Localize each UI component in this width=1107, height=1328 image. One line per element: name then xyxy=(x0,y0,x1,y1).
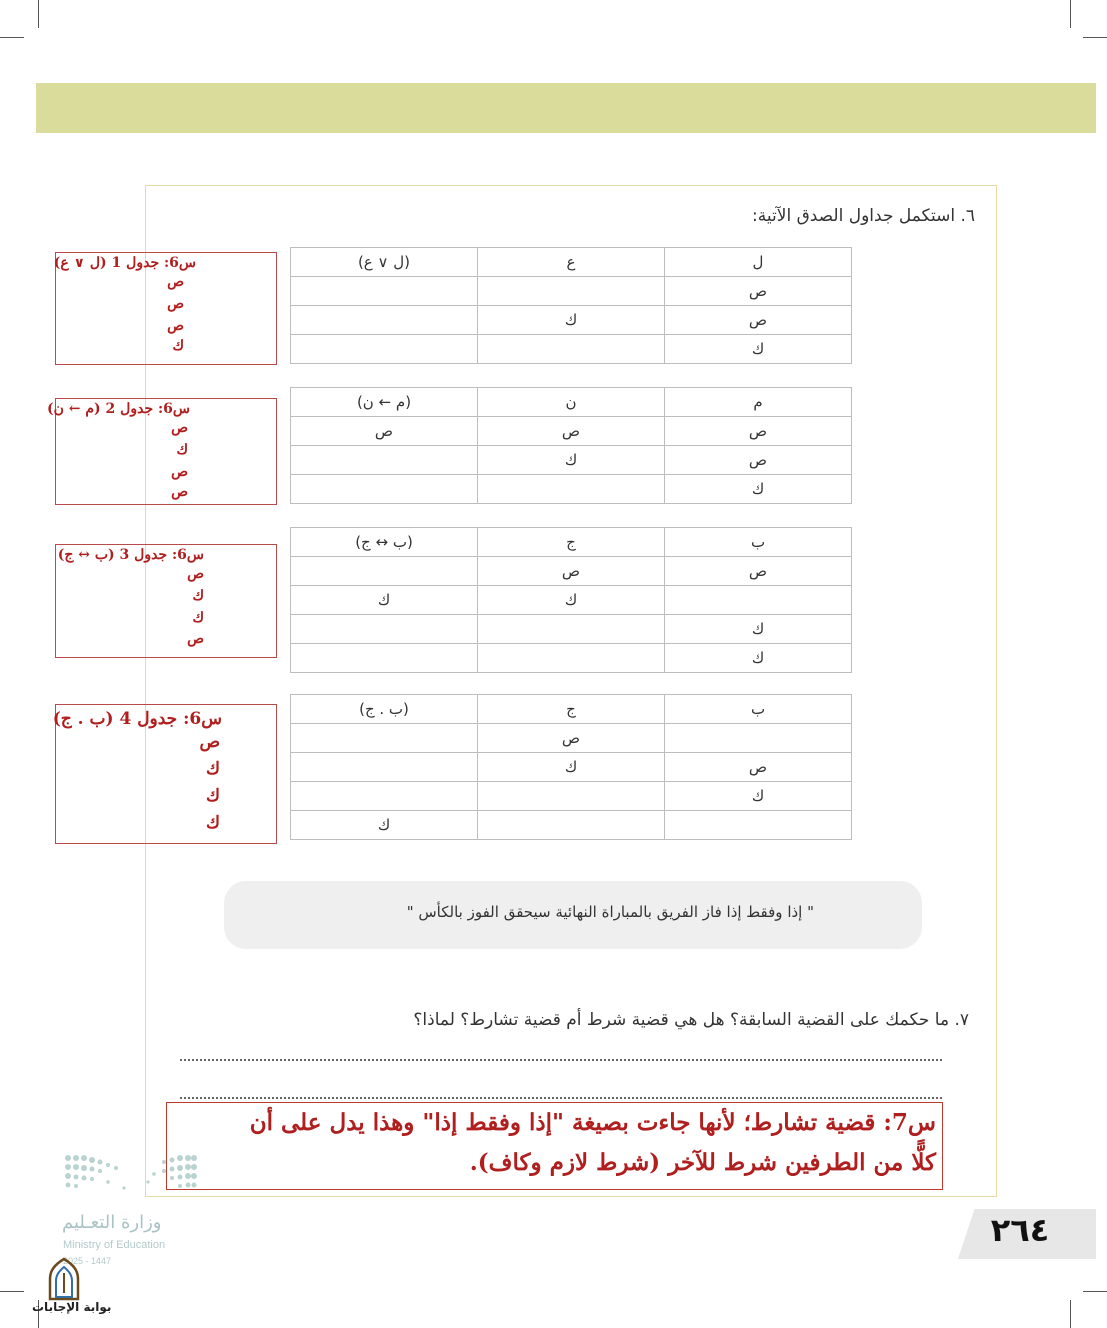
table-row xyxy=(291,557,852,586)
table-cell: ص xyxy=(665,277,852,306)
table-row xyxy=(291,753,852,782)
answer-dotted-line xyxy=(180,1097,942,1099)
table-cell: (ب . ج) xyxy=(291,695,478,724)
table-cell xyxy=(291,644,478,673)
answer-line: ك xyxy=(192,588,204,604)
table-cell: ص xyxy=(291,417,478,446)
table-cell: ص xyxy=(478,724,665,753)
table-cell: (م ← ن) xyxy=(291,388,478,417)
table-cell xyxy=(478,335,665,364)
ministry-logo-icon xyxy=(64,1152,198,1196)
table-cell: ب xyxy=(665,695,852,724)
answer-line: ك xyxy=(205,786,220,806)
table-cell: ك xyxy=(665,615,852,644)
answer-box-3 xyxy=(55,544,277,658)
answer-line: ص xyxy=(171,420,188,436)
table-cell: ع xyxy=(478,248,665,277)
table-cell: ج xyxy=(478,528,665,557)
answer-line: ص xyxy=(187,566,204,582)
site-logo-icon xyxy=(44,1257,84,1301)
answer-line: ص xyxy=(167,296,184,312)
crop-mark xyxy=(0,37,24,38)
question-7-title: ٧. ما حكمك على القضية السابقة؟ هل هي قضية شرط أم قضية تشارط؟ لماذا؟ xyxy=(413,1010,969,1030)
table-cell: (ب ↔ ج) xyxy=(291,528,478,557)
truth-table-4 xyxy=(290,694,852,840)
answer-heading: س6: جدول 2 (م ← ن) xyxy=(46,401,190,417)
header-band xyxy=(36,83,1096,133)
ministry-years: 2025 - 1447 xyxy=(63,1256,112,1266)
table-cell: ك xyxy=(478,446,665,475)
table-cell xyxy=(291,475,478,504)
table-cell xyxy=(291,335,478,364)
table-row xyxy=(291,277,852,306)
truth-table-1 xyxy=(290,247,852,364)
table-cell xyxy=(665,586,852,615)
table-cell: ك xyxy=(665,782,852,811)
table-cell xyxy=(478,615,665,644)
table-cell xyxy=(291,724,478,753)
table-row xyxy=(291,446,852,475)
table-cell: ج xyxy=(478,695,665,724)
ministry-name-en: Ministry of Education xyxy=(63,1239,166,1251)
table-cell xyxy=(291,615,478,644)
table-cell xyxy=(478,475,665,504)
answer-line: ك xyxy=(205,759,220,779)
answer-line: ك xyxy=(172,338,184,354)
crop-mark xyxy=(1083,1291,1107,1292)
table-row xyxy=(291,811,852,840)
table-row xyxy=(291,388,852,417)
crop-mark xyxy=(38,0,39,28)
table-cell: ن xyxy=(478,388,665,417)
table-row xyxy=(291,724,852,753)
answer-line: س7: قضية تشارط؛ لأنها جاءت بصيغة "إذا وفقط إذا" وهذا يدل على أن xyxy=(249,1109,936,1136)
table-cell xyxy=(665,724,852,753)
table-cell: ب xyxy=(665,528,852,557)
table-cell xyxy=(478,782,665,811)
answer-box-4 xyxy=(52,704,277,844)
table-cell: ك xyxy=(478,586,665,615)
table-cell: م xyxy=(665,388,852,417)
ministry-name-ar: وزارة التعـليم xyxy=(62,1212,162,1233)
table-cell: ك xyxy=(478,753,665,782)
table-row xyxy=(291,695,852,724)
truth-table-3 xyxy=(290,527,852,673)
table-cell xyxy=(291,753,478,782)
answer-line: ص xyxy=(199,732,220,752)
table-row xyxy=(291,306,852,335)
answer-box-7 xyxy=(166,1102,943,1190)
crop-mark xyxy=(1070,1300,1071,1328)
crop-mark xyxy=(1083,37,1107,38)
table-row xyxy=(291,586,852,615)
table-row xyxy=(291,782,852,811)
table-cell xyxy=(291,306,478,335)
table-cell: ل xyxy=(665,248,852,277)
table-cell: ص xyxy=(665,557,852,586)
answer-line: ص xyxy=(171,484,188,500)
table-cell xyxy=(478,277,665,306)
table-row xyxy=(291,417,852,446)
table-cell xyxy=(291,557,478,586)
table-cell: ص xyxy=(478,557,665,586)
table-cell: (ل ∨ ع) xyxy=(291,248,478,277)
answer-line: ص xyxy=(187,631,204,647)
table-cell: ص xyxy=(665,753,852,782)
table-cell xyxy=(478,644,665,673)
table-row xyxy=(291,248,852,277)
table-cell xyxy=(665,811,852,840)
table-row xyxy=(291,335,852,364)
answer-line: ص xyxy=(167,274,184,290)
page-number: ٢٦٤ xyxy=(990,1211,1050,1249)
table-cell: ك xyxy=(665,475,852,504)
crop-mark xyxy=(1070,0,1071,28)
table-cell: ص xyxy=(665,446,852,475)
truth-table-2 xyxy=(290,387,852,504)
table-cell: ك xyxy=(478,306,665,335)
answer-heading: س6: جدول 4 (ب . ج) xyxy=(52,709,222,729)
answer-line: ص xyxy=(171,464,188,480)
answer-line: ك xyxy=(192,610,204,626)
table-cell: ك xyxy=(291,586,478,615)
table-cell xyxy=(478,811,665,840)
table-cell xyxy=(291,782,478,811)
table-row xyxy=(291,644,852,673)
site-label: بوابة الإجابات xyxy=(32,1300,112,1314)
answer-line: كلًّا من الطرفين شرط للآخر (شرط لازم وكاف). xyxy=(469,1149,936,1176)
quote-text: " إذا وفقط إذا فاز الفريق بالمباراة النهائية سيحقق الفوز بالكأس " xyxy=(406,903,814,921)
answer-box-2 xyxy=(46,398,277,505)
table-cell: ص xyxy=(665,417,852,446)
table-row xyxy=(291,615,852,644)
table-cell: ك xyxy=(291,811,478,840)
question-6-title: ٦. استكمل جداول الصدق الآتية: xyxy=(752,206,975,226)
table-cell: ص xyxy=(665,306,852,335)
table-cell: ك xyxy=(665,335,852,364)
answer-line: ك xyxy=(176,442,188,458)
answer-heading: س6: جدول 1 (ل ∨ ع) xyxy=(53,255,196,271)
table-cell: ص xyxy=(478,417,665,446)
answer-line: ك xyxy=(205,813,220,833)
answer-heading: س6: جدول 3 (ب ↔ ج) xyxy=(57,547,204,563)
table-cell: ك xyxy=(665,644,852,673)
answer-dotted-line xyxy=(180,1059,942,1061)
table-cell xyxy=(291,446,478,475)
table-row xyxy=(291,475,852,504)
crop-mark xyxy=(0,1291,24,1292)
table-cell xyxy=(291,277,478,306)
answer-line: ص xyxy=(167,318,184,334)
table-row xyxy=(291,528,852,557)
answer-box-1 xyxy=(55,252,277,365)
